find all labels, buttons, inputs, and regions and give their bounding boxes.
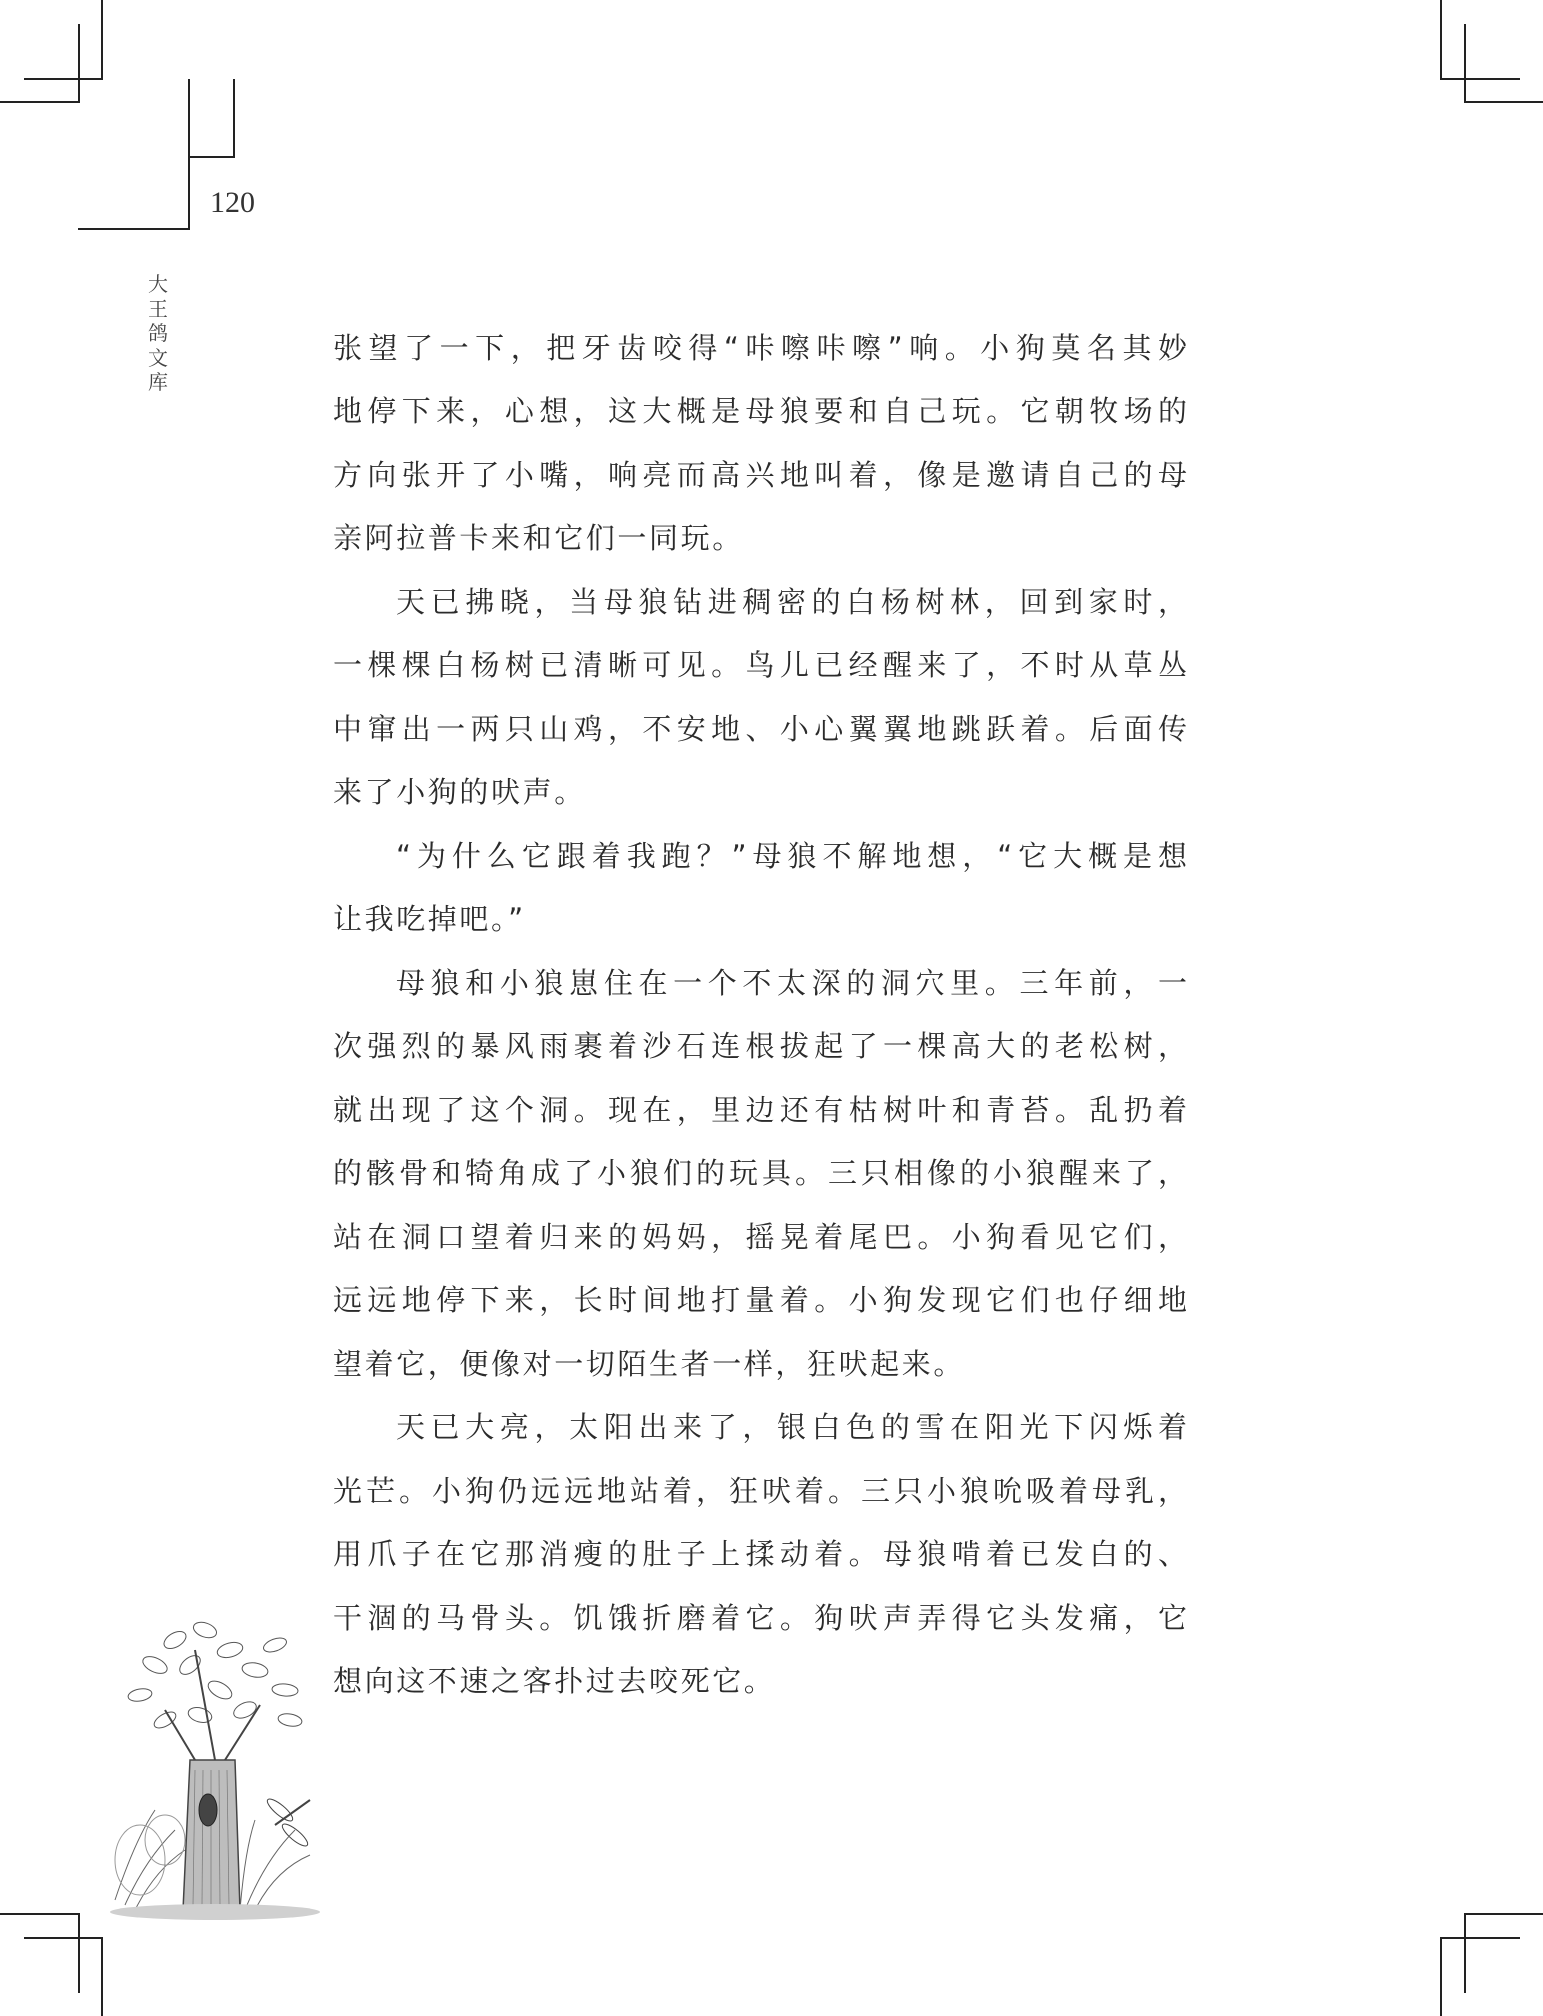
paragraph-start-line: 天已大亮，太阳出来了，银白色的雪在阳光下闪烁着 [396,1410,1187,1444]
paragraph-start-line: 天已拂晓，当母狼钻进稠密的白杨树林，回到家时， [396,585,1187,619]
tree-illustration [95,1610,335,1920]
text-line: 地停下来，心想，这大概是母狼要和自己玩。它朝牧场的 [333,394,1187,428]
crop-mark-top-right [1464,101,1543,103]
crop-mark-top-right [1464,24,1466,103]
text-line: 想向这不速之客扑过去咬死它。 [333,1664,776,1698]
crop-mark-bottom-right [1440,1937,1520,1939]
crop-mark-bottom-left [78,1913,80,1993]
series-title-char: 文 [148,345,168,370]
crop-mark-bottom-left [101,1937,103,2016]
dragonfly-icon [265,1796,311,1849]
series-title-char: 库 [148,370,168,394]
crop-mark-top-left [78,24,80,103]
text-line: 张望了一下，把牙齿咬得“咔嚓咔嚓”响。小狗莫名其妙 [333,331,1187,365]
crop-mark-top-right [1440,0,1442,80]
header-frame-line [233,79,235,158]
crop-mark-top-left [101,0,103,80]
text-line: 站在洞口望着归来的妈妈，摇晃着尾巴。小狗看见它们， [333,1220,1187,1254]
header-frame-line [188,79,190,230]
paragraph-start-line: 母狼和小狼崽住在一个不太深的洞穴里。三年前，一 [396,966,1187,1000]
text-line: 就出现了这个洞。现在，里边还有枯树叶和青苔。乱扔着 [333,1093,1187,1127]
text-line: 望着它，便像对一切陌生者一样，狂吠起来。 [333,1347,966,1381]
series-title-char: 大 [148,272,168,296]
cicada-icon [199,1794,217,1826]
text-line: 干涸的马骨头。饥饿折磨着它。狗吠声弄得它头发痛，它 [333,1601,1187,1635]
crop-mark-bottom-right [1440,1937,1442,2016]
text-line: 让我吃掉吧。” [333,902,526,936]
leaf-icon [127,1619,303,1731]
text-line: 一棵棵白杨树已清晰可见。鸟儿已经醒来了，不时从草丛 [333,648,1187,682]
crop-mark-top-right [1440,78,1520,80]
text-line: 来了小狗的吠声。 [333,775,586,809]
text-line: 远远地停下来，长时间地打量着。小狗发现它们也仔细地 [333,1283,1187,1317]
text-line: 光芒。小狗仍远远地站着，狂吠着。三只小狼吮吸着母乳， [333,1474,1187,1508]
header-frame-line [188,156,235,158]
text-line: 次强烈的暴风雨裹着沙石连根拔起了一棵高大的老松树， [333,1029,1187,1063]
header-frame-line [78,228,190,230]
text-line: 中窜出一两只山鸡，不安地、小心翼翼地跳跃着。后面传 [333,712,1187,746]
text-line: 亲阿拉普卡来和它们一同玩。 [333,521,744,555]
page-number: 120 [210,186,255,219]
crop-mark-top-left [24,78,103,80]
paragraph-start-line: “为什么它跟着我跑？”母狼不解地想，“它大概是想 [396,839,1187,873]
series-title-char: 王 [148,296,168,321]
text-line: 方向张开了小嘴，响亮而高兴地叫着，像是邀请自己的母 [333,458,1187,492]
crop-mark-bottom-right [1464,1913,1466,1993]
series-title [146,272,170,395]
series-title-char: 鸽 [148,321,168,345]
text-line: 的骸骨和犄角成了小狼们的玩具。三只相像的小狼醒来了， [333,1156,1187,1190]
crop-mark-bottom-right [1464,1913,1543,1915]
crop-mark-top-left [0,101,80,103]
text-line: 用爪子在它那消瘦的肚子上揉动着。母狼啃着已发白的、 [333,1537,1187,1571]
crop-mark-bottom-left [24,1937,103,1939]
crop-mark-bottom-left [0,1913,80,1915]
